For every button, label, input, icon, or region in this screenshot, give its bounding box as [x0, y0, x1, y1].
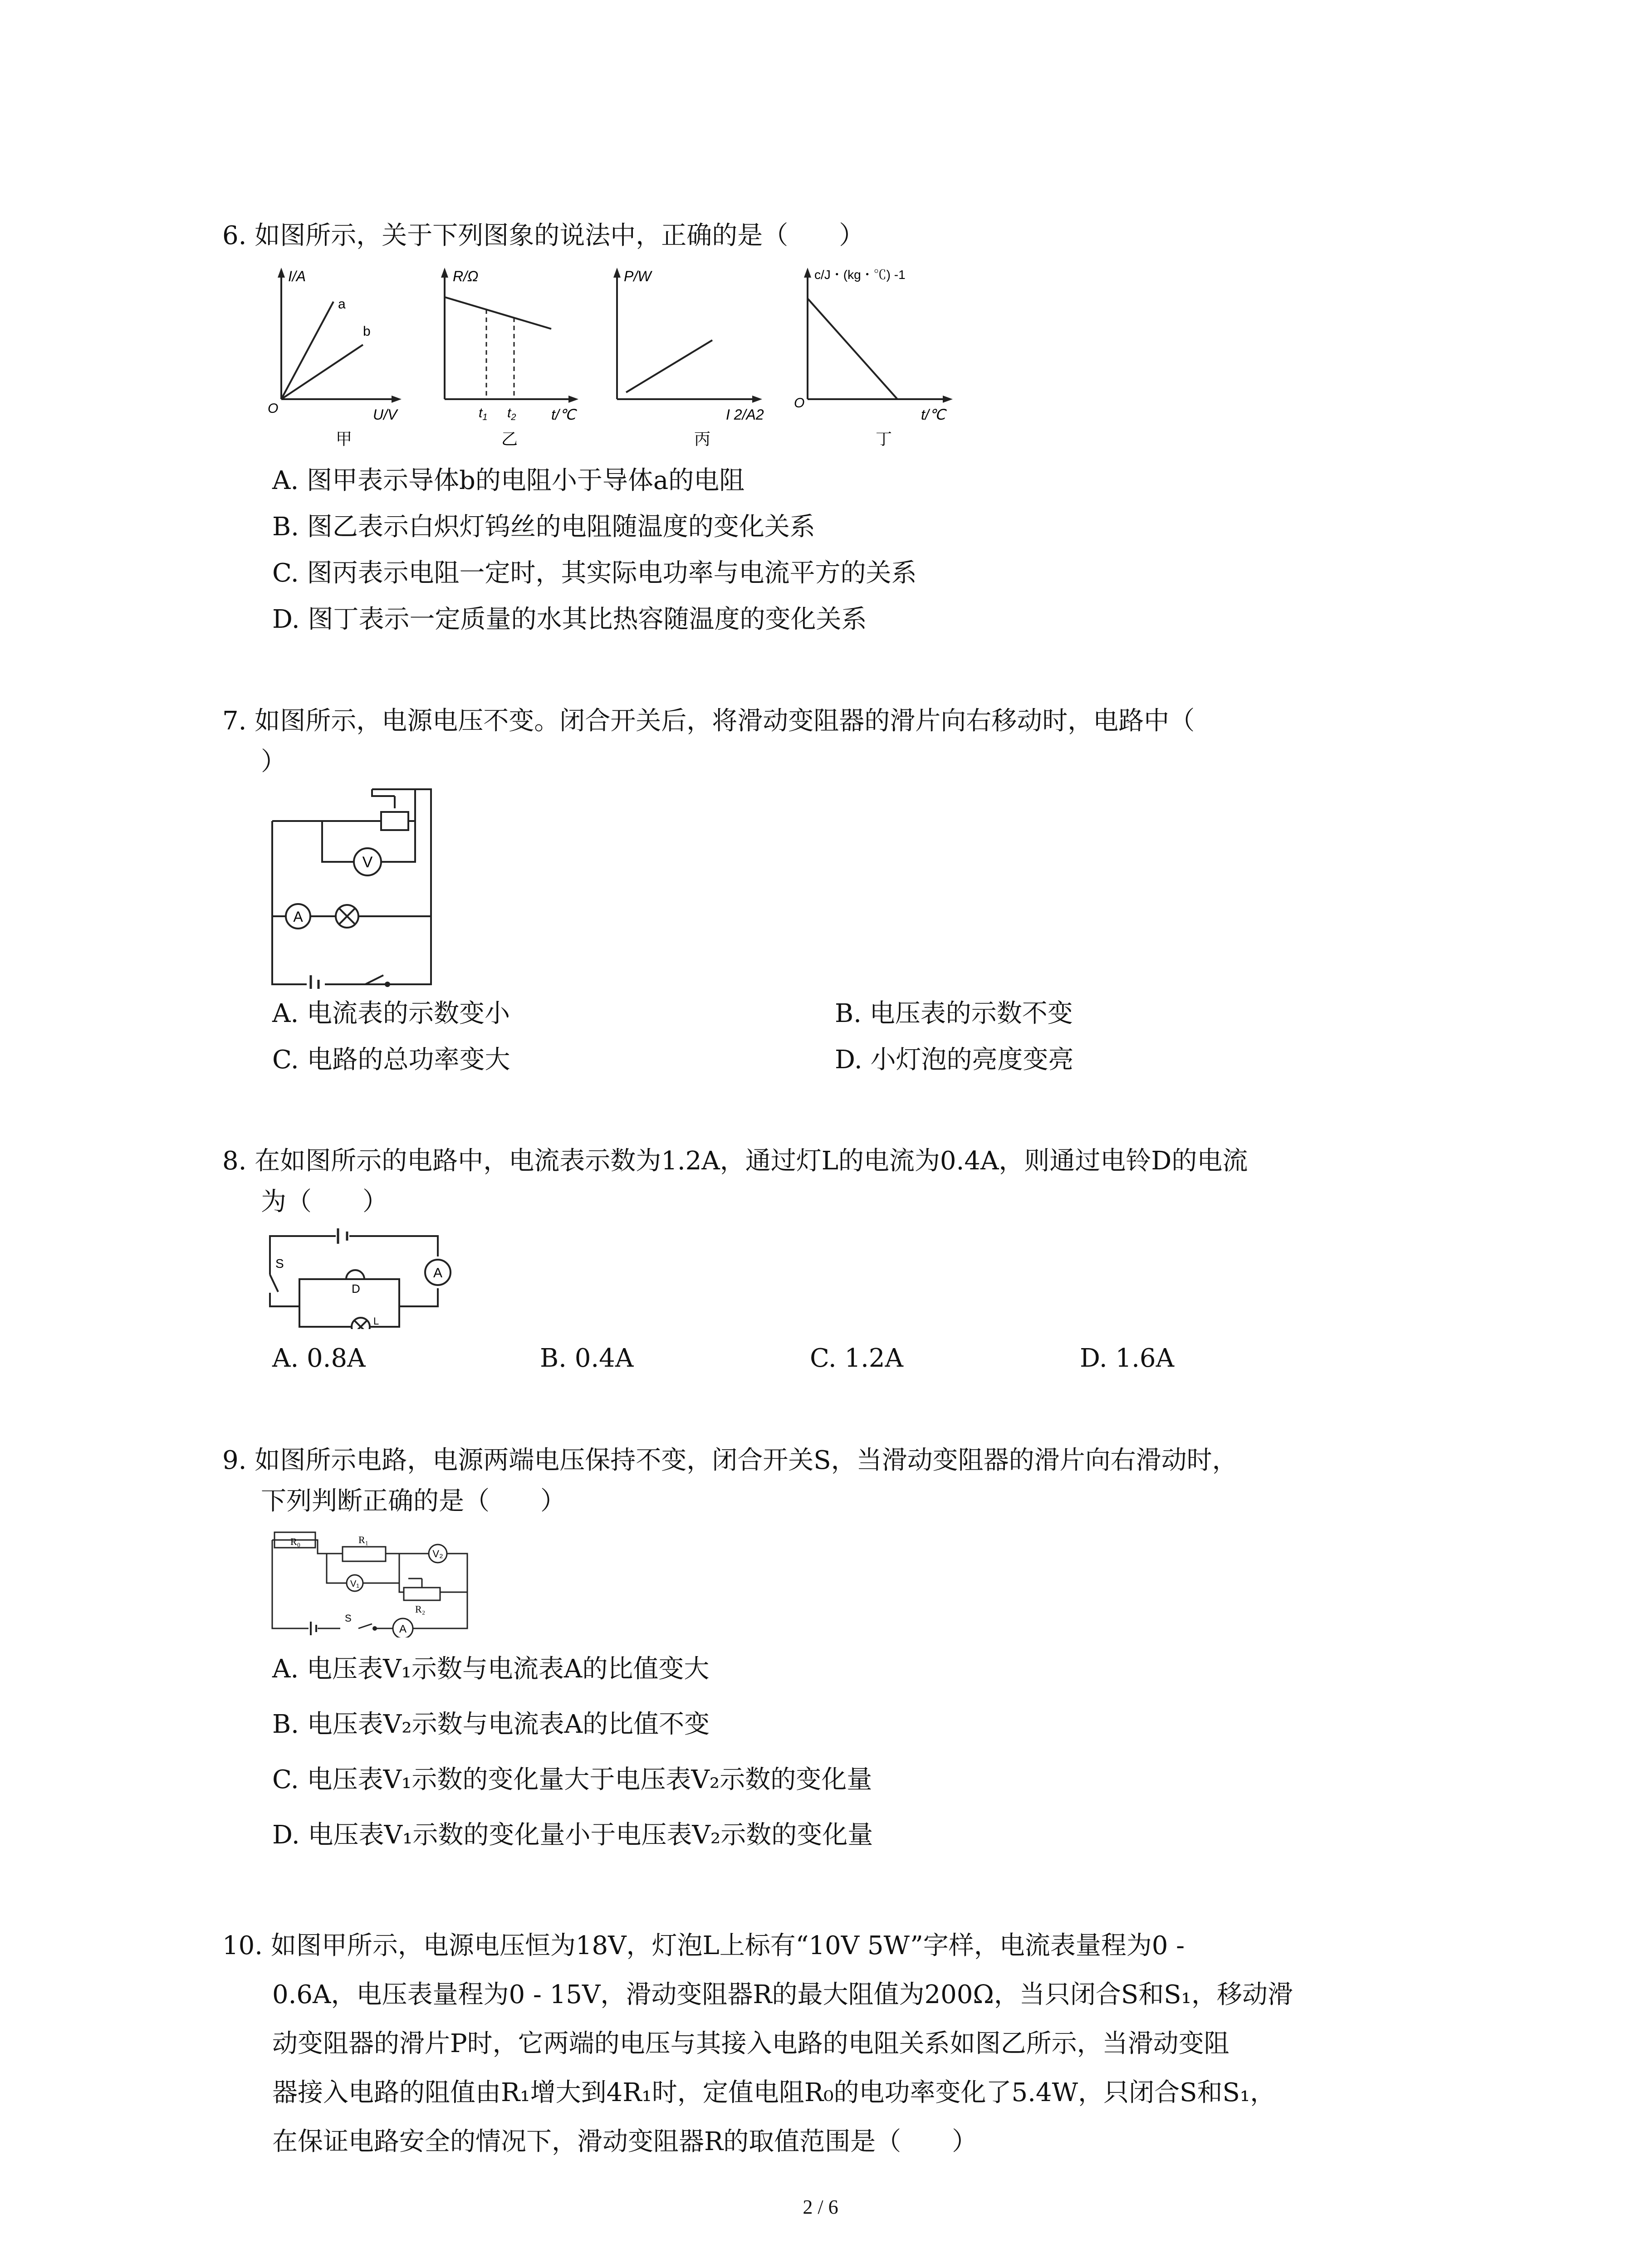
graph-ding-caption: 丁	[876, 430, 892, 448]
graph-yi	[441, 268, 578, 448]
q8-ammeter-label: A	[433, 1266, 443, 1281]
q8-lamp-symbol	[352, 1318, 370, 1329]
resistance-line	[445, 297, 551, 329]
q8-option-d[interactable]: D. 1.6A	[1080, 1344, 1175, 1373]
q7-switch-pivot	[385, 982, 390, 987]
q7-voltmeter-label: V	[362, 854, 373, 871]
q10-line3: 动变阻器的滑片P时，它两端的电压与其接入电路的电阻关系如图乙所示，当滑动变阻	[272, 2029, 1230, 2058]
q8-switch-label: S	[275, 1256, 284, 1271]
q9-option-a[interactable]: A. 电压表V₁示数与电流表A的比值变大	[272, 1654, 710, 1684]
graph-yi-xlabel: t/℃	[551, 406, 576, 423]
t1-label: t	[479, 406, 483, 420]
graph-ding-origin: O	[794, 396, 805, 411]
q9-option-b[interactable]: B. 电压表V₂示数与电流表A的比值不变	[272, 1710, 710, 1739]
svg-text:t1	[479, 406, 487, 422]
q7-option-a[interactable]: A. 电流表的示数变小	[272, 999, 510, 1028]
q9-switch-pivot	[372, 1626, 377, 1631]
heat-capacity-line	[808, 298, 897, 399]
q10-line1: 10. 如图甲所示，电源电压恒为18V，灯泡L上标有“10V 5W”字样，电流表量程为0 -	[222, 1931, 1185, 1960]
q9-stem-line1: 9. 如图所示电路，电源两端电压保持不变，闭合开关S，当滑动变阻器的滑片向右滑动时，	[222, 1446, 1238, 1475]
q6-stem: 6. 如图所示，关于下列图象的说法中，正确的是（ ）	[222, 221, 865, 250]
q7-battery-symbol	[307, 975, 325, 989]
q10-line5: 在保证电路安全的情况下，滑动变阻器R的取值范围是（ ）	[272, 2127, 978, 2156]
q7-stem-line1: 7. 如图所示，电源电压不变。闭合开关后，将滑动变阻器的滑片向右移动时，电路中（	[222, 706, 1195, 736]
t2-label: t	[507, 406, 511, 420]
graph-ding-ylabel: c/J・(kg・℃) -1	[814, 268, 906, 282]
graph-yi-caption: 乙	[501, 430, 518, 448]
q9-r1-label: R₁	[358, 1534, 369, 1545]
graph-ding	[794, 268, 953, 448]
q6-option-b[interactable]: B. 图乙表示白炽灯钨丝的电阻随温度的变化关系	[272, 512, 815, 542]
q8-circuit-diagram	[265, 1225, 474, 1329]
q6-option-a[interactable]: A. 图甲表示导体b的电阻小于导体a的电阻	[272, 466, 745, 495]
q8-option-b[interactable]: B. 0.4A	[540, 1344, 634, 1373]
q9-option-d[interactable]: D. 电压表V₁示数的变化量小于电压表V₂示数的变化量	[272, 1820, 873, 1850]
q9-option-c[interactable]: C. 电压表V₁示数的变化量大于电压表V₂示数的变化量	[272, 1765, 872, 1794]
q9-r0-label: R₀	[290, 1536, 301, 1547]
graph-yi-ylabel: R/Ω	[453, 268, 479, 284]
graph-bing-xlabel: I 2/A2	[726, 406, 764, 423]
t2-sub: 2	[511, 412, 516, 422]
q8-option-c[interactable]: C. 1.2A	[810, 1344, 903, 1373]
graph-jia-a-label: a	[338, 297, 346, 312]
graph-bing-ylabel: P/W	[624, 268, 652, 284]
power-line	[626, 340, 712, 392]
graph-jia-caption: 甲	[336, 430, 353, 448]
graph-jia	[268, 268, 402, 448]
svg-text:t2	[507, 406, 516, 422]
q7-option-d[interactable]: D. 小灯泡的亮度变亮	[835, 1045, 1074, 1075]
q8-stem-line1: 8. 在如图所示的电路中，电流表示数为1.2A，通过灯L的电流为0.4A，则通过电铃D的电流	[222, 1146, 1248, 1176]
q7-option-c[interactable]: C. 电路的总功率变大	[272, 1045, 510, 1075]
q9-ammeter-label: A	[399, 1623, 407, 1635]
q8-bell-symbol	[343, 1270, 367, 1279]
q7-option-b[interactable]: B. 电压表的示数不变	[835, 999, 1073, 1028]
q10-line4: 器接入电路的阻值由R₁增大到4R₁时，定值电阻R₀的电功率变化了5.4W，只闭合S和S₁，	[272, 2078, 1276, 2107]
q6-option-d[interactable]: D. 图丁表示一定质量的水其比热容随温度的变化关系	[272, 605, 867, 634]
graph-jia-ylabel: I/A	[288, 268, 306, 284]
graph-bing-caption: 丙	[694, 430, 711, 448]
page-number: 2 / 6	[803, 2196, 838, 2218]
q6-graph-figure	[254, 254, 989, 454]
q9-switch-label: S	[345, 1613, 352, 1624]
q9-v2-label: V₂	[432, 1548, 443, 1559]
q10-line2: 0.6A，电压表量程为0 - 15V，滑动变阻器R的最大阻值为200Ω，当只闭合S和S₁，移动滑	[272, 1980, 1293, 2009]
t1-sub: 1	[482, 412, 488, 422]
q9-stem-line2: 下列判断正确的是（ ）	[261, 1486, 566, 1516]
graph-jia-origin: O	[268, 401, 279, 416]
q9-r1	[343, 1547, 386, 1561]
graph-jia-b-label: b	[363, 324, 371, 339]
graph-bing	[613, 268, 764, 448]
line-a	[281, 302, 333, 399]
q9-circuit-diagram	[268, 1524, 481, 1637]
q6-option-c[interactable]: C. 图丙表示电阻一定时，其实际电功率与电流平方的关系	[272, 558, 917, 588]
q9-r2	[404, 1588, 440, 1600]
q8-stem-line2: 为（ ）	[261, 1187, 388, 1217]
q9-v1-label: V₁	[350, 1579, 360, 1589]
q7-stem-line2: ）	[261, 747, 286, 777]
q9-r2-label: R₂	[415, 1603, 426, 1615]
graph-ding-xlabel: t/℃	[921, 406, 945, 423]
q7-ammeter-label: A	[293, 909, 303, 925]
q7-circuit-diagram	[268, 785, 458, 989]
graph-jia-xlabel: U/V	[373, 406, 397, 423]
q8-lamp-label: L	[373, 1315, 379, 1327]
q7-lamp-symbol	[336, 905, 358, 928]
q8-bell-label: D	[352, 1282, 360, 1295]
line-b	[281, 345, 363, 399]
q8-option-a[interactable]: A. 0.8A	[272, 1344, 366, 1373]
